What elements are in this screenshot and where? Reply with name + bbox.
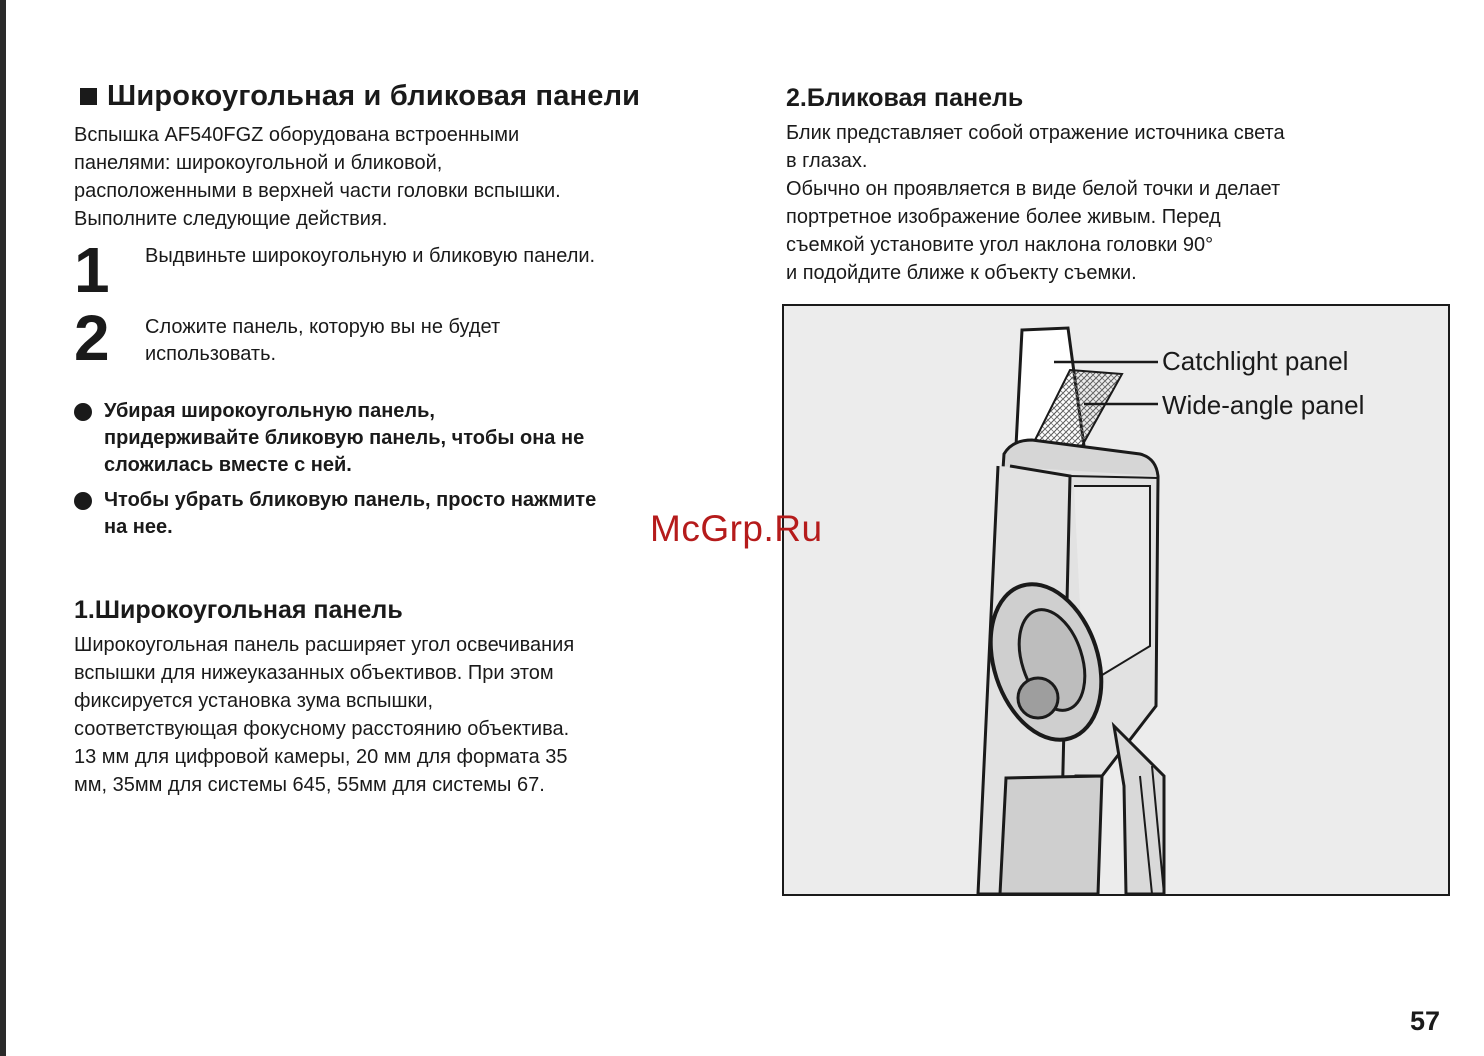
step-line: использовать. bbox=[145, 343, 277, 365]
page-binding-edge bbox=[0, 0, 6, 1056]
watermark: McGrp.Ru bbox=[650, 508, 823, 549]
para-line: фиксируется установка зума вспышки, bbox=[74, 690, 434, 712]
para-line: соответствующая фокусному расстоянию объектива. bbox=[74, 718, 570, 740]
main-heading bbox=[74, 80, 734, 113]
note-line: придерживайте бликовую панель, чтобы она не bbox=[104, 427, 585, 449]
intro-line: расположенными в верхней части головки вспышки. bbox=[74, 180, 561, 202]
heading-square-icon bbox=[80, 88, 97, 105]
bullet-dot-icon bbox=[74, 403, 92, 421]
para-line: съемкой установите угол наклона головки 90° bbox=[786, 234, 1214, 256]
step-1 bbox=[74, 234, 596, 306]
bullet-dot-icon bbox=[74, 492, 92, 510]
section-heading: 2.Бликовая панель bbox=[786, 84, 1024, 112]
catchlight-panel-label: Catchlight panel bbox=[1162, 346, 1349, 376]
note-line: сложилась вместе с ней. bbox=[104, 454, 352, 476]
note-line: на нее. bbox=[104, 516, 173, 538]
para-line: 13 мм для цифровой камеры, 20 мм для формата 35 bbox=[74, 746, 568, 768]
wide-angle-panel-label: Wide-angle panel bbox=[1162, 390, 1365, 420]
flash-head-illustration bbox=[782, 304, 1450, 896]
step-2 bbox=[74, 302, 501, 374]
note-item bbox=[74, 487, 596, 541]
para-line: портретное изображение более живым. Перед bbox=[786, 206, 1221, 228]
step-text bbox=[145, 308, 500, 368]
intro-line: панелями: широкоугольной и бликовой, bbox=[74, 152, 443, 174]
right-column bbox=[786, 84, 1456, 287]
step-line: Выдвиньте широкоугольную и бликовую панели. bbox=[145, 245, 596, 267]
step-line: Сложите панель, которую вы не будет bbox=[145, 316, 501, 338]
note-line: Чтобы убрать бликовую панель, просто нажмите bbox=[104, 489, 597, 511]
main-heading-text: Широкоугольная и бликовая панели bbox=[107, 80, 641, 112]
intro-line: Вспышка AF540FGZ оборудована встроенными bbox=[74, 124, 520, 146]
step-number: 1 bbox=[74, 234, 110, 306]
section-wide-angle bbox=[74, 596, 734, 799]
para-line: вспышки для нижеуказанных объективов. При этом bbox=[74, 662, 554, 684]
para-line: Широкоугольная панель расширяет угол освечивания bbox=[74, 634, 575, 656]
para-line: в глазах. bbox=[786, 150, 868, 172]
intro-line: Выполните следующие действия. bbox=[74, 208, 388, 230]
para-line: мм, 35мм для системы 645, 55мм для системы 67. bbox=[74, 774, 545, 796]
left-column bbox=[74, 80, 734, 796]
section-paragraph bbox=[74, 631, 734, 799]
notes-list bbox=[74, 398, 596, 549]
note-line: Убирая широкоугольную панель, bbox=[104, 400, 435, 422]
para-line: Блик представляет собой отражение источника света bbox=[786, 122, 1285, 144]
section-heading: 1.Широкоугольная панель bbox=[74, 596, 403, 624]
section-paragraph bbox=[786, 119, 1456, 287]
para-line: и подойдите ближе к объекту съемки. bbox=[786, 262, 1137, 284]
page-number: 57 bbox=[1410, 1006, 1441, 1036]
para-line: Обычно он проявляется в виде белой точки и делает bbox=[786, 178, 1281, 200]
intro-paragraph bbox=[74, 121, 734, 233]
step-text bbox=[145, 240, 595, 300]
note-item bbox=[74, 398, 596, 479]
step-number: 2 bbox=[74, 302, 110, 374]
